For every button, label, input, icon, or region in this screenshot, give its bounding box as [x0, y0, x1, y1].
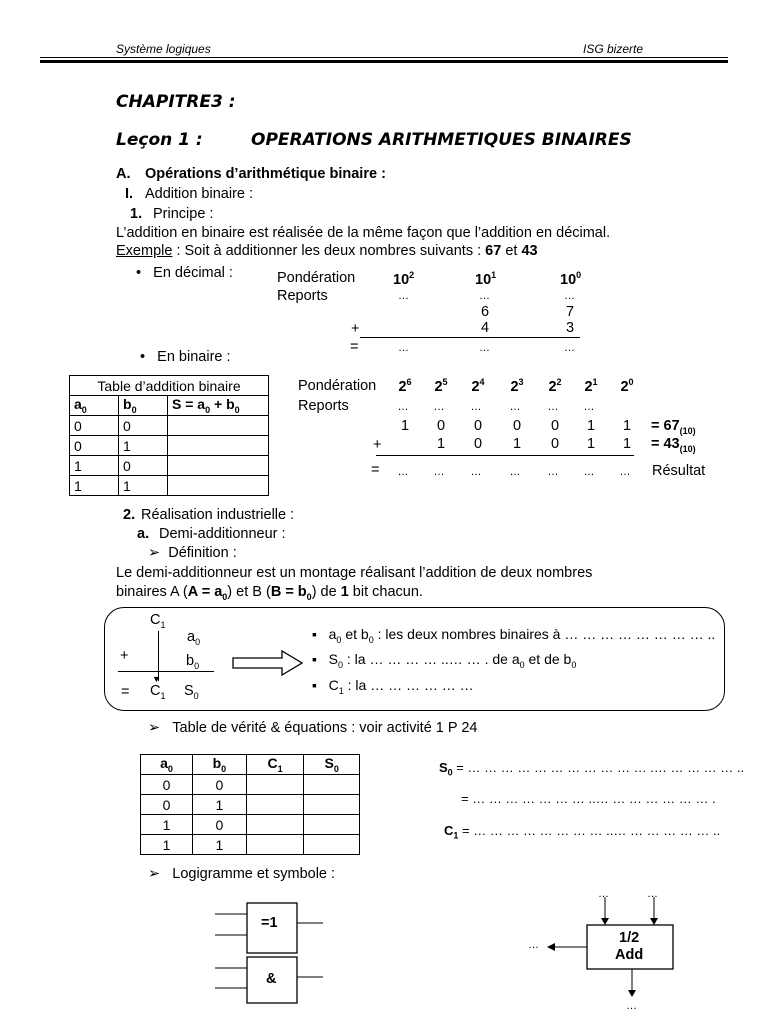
equation-c1: $C_1$ = … … … … … … … … ..… … … … … … .. — [444, 823, 721, 841]
definition-text-2: binaires A $(A = a_0)$ et B $(B = b_0)$ de 1 bit chacun. — [116, 584, 423, 602]
bullet-decimal: • En décimal : — [136, 265, 233, 281]
schema-sum-line — [118, 671, 214, 672]
schema-b0: $b_0$ — [186, 653, 200, 671]
bin-digit: 0 — [550, 418, 560, 434]
definition-text-1: Le demi-additionneur est un montage réalisant l’addition de deux nombres — [116, 565, 593, 581]
table-header: $S_0$ — [304, 755, 360, 775]
schema-arrow-down-icon: ▼ — [152, 674, 161, 684]
definition-label: Définition : — [168, 545, 237, 561]
dec-plus: + — [351, 321, 360, 337]
dec-weight-2: $10^2$ — [393, 270, 415, 288]
lesson-title: OPERATIONS ARITHMETIQUES BINAIRES — [251, 130, 632, 150]
symbol-out-left: … — [528, 939, 539, 951]
bin-digit: 0 — [473, 436, 483, 452]
dec-digit: 4 — [481, 320, 490, 336]
dec-weight-0: $10^0$ — [560, 270, 582, 288]
exemple-text: : Soit à additionner les deux nombres suivants : — [172, 243, 486, 259]
bin-digit: 1 — [400, 418, 410, 434]
bin-result: … — [397, 466, 409, 478]
hollow-arrow-right-icon — [232, 650, 304, 676]
bin-weight: $2^5$ — [434, 377, 448, 395]
bin-report: … — [470, 401, 482, 413]
exemple-n1: 67 — [485, 243, 502, 259]
schema-bullet-1: ▪ $a_0$ et $b_0$ : les deux nombres binaires à … … … … … … … … .. — [312, 626, 716, 645]
bin-digit: 0 — [550, 436, 560, 452]
equation-s0b: = … … … … … … … ..… … … … … … … . — [461, 791, 716, 806]
exemple-et: et — [501, 243, 522, 259]
exemple-line — [116, 243, 538, 259]
symbol-in1: … — [598, 888, 609, 900]
header-right: ISG bizerte — [583, 42, 644, 56]
item1-title: Principe : — [153, 206, 214, 222]
exemple-label: Exemple — [116, 243, 173, 259]
dec-report: … — [479, 290, 490, 302]
exemple-n2: 43 — [521, 243, 538, 259]
bin-result: … — [433, 466, 445, 478]
symbol-line2: Add — [615, 947, 644, 963]
section-i-title: Addition binaire : — [145, 186, 254, 202]
bin-report: … — [547, 401, 559, 413]
dec-result: … — [564, 342, 575, 354]
symbol-out-bottom: … — [626, 1000, 637, 1012]
bin-sum-line — [376, 455, 634, 456]
bullet-decimal-label: En décimal : — [153, 265, 233, 281]
symbol-in2: … — [647, 888, 658, 900]
dec-digit: 3 — [566, 320, 575, 336]
table-row: 0 0 — [70, 416, 269, 436]
dec-report: … — [398, 290, 409, 302]
bin-weight: $2^4$ — [471, 377, 485, 395]
verite-line: ➢ Table de vérité & équations : voir activité 1 P 24 — [148, 720, 478, 736]
header-rule-thin — [40, 57, 728, 58]
bin-weight: $2^1$ — [584, 377, 598, 395]
definition-line: ➢ Définition : — [148, 545, 237, 561]
bin-row2-label: = $43_{(10)}$ — [651, 436, 696, 454]
binary-add-table-caption: Table d’addition binaire — [70, 376, 269, 396]
and-gate-label: & — [266, 971, 277, 987]
binary-add-table — [69, 375, 269, 496]
half-adder-symbol — [525, 885, 685, 1015]
table-row: 1 1 — [70, 476, 269, 496]
schema-s0: $S_0$ — [184, 683, 199, 701]
dec-result: … — [479, 342, 490, 354]
bin-result: … — [547, 466, 559, 478]
bin-report: … — [583, 401, 595, 413]
table-row: 0 1 — [141, 795, 360, 815]
schema-c1-bot: $C_1$ — [150, 683, 166, 701]
bin-result-label: Résultat — [652, 463, 706, 479]
bin-digit: 1 — [436, 436, 446, 452]
dec-result: … — [398, 342, 409, 354]
table-header: $b_0$ — [119, 396, 168, 416]
symbol-line1: 1/2 — [619, 930, 640, 946]
bin-result: … — [619, 466, 631, 478]
bin-digit: 0 — [512, 418, 522, 434]
section-i-num: I. — [125, 186, 134, 202]
xor-gate-label: =1 — [261, 915, 278, 931]
bin-result: … — [470, 466, 482, 478]
table-row: 1 0 — [141, 815, 360, 835]
dec-weight-1: $10^1$ — [475, 270, 497, 288]
schema-bullet-2: ▪ $S_0$ : la … … … … ..… … . de $a_0$ et de $b_0$ — [312, 651, 577, 670]
section-a-letter: A. — [116, 166, 131, 182]
schema-a0: $a_0$ — [187, 629, 201, 647]
dec-equals: = — [350, 339, 359, 355]
bin-plus: + — [373, 437, 382, 453]
bin-digit: 1 — [512, 436, 522, 452]
bin-weight: $2^0$ — [620, 377, 634, 395]
logigramme-label: Logigramme et symbole : — [172, 866, 336, 882]
table-row: 1 0 — [70, 456, 269, 476]
table-row: 1 1 — [141, 835, 360, 855]
bin-weight: $2^2$ — [548, 377, 562, 395]
schema-plus: + — [120, 648, 129, 664]
bin-pond-label: Pondération — [298, 378, 377, 394]
dec-pond-label: Pondération — [277, 270, 356, 286]
bin-digit: 1 — [586, 418, 596, 434]
lesson-label: Leçon 1 : — [116, 130, 203, 150]
bullet-binaire-label: En binaire : — [157, 349, 231, 365]
dec-report: … — [564, 290, 575, 302]
table-header: $C_1$ — [246, 755, 304, 775]
table-header: $S = a_0 + b_0$ — [168, 396, 269, 416]
item2-title: Réalisation industrielle : — [141, 507, 295, 523]
logic-gates-diagram — [205, 895, 335, 1010]
bin-digit: 0 — [436, 418, 446, 434]
equation-s0: $S_0$ = … … … … … … … … … … … .… … … … … .. — [439, 760, 745, 778]
bullet-binaire: • En binaire : — [140, 349, 231, 365]
table-header: $b_0$ — [192, 755, 246, 775]
item1-num: 1. — [130, 206, 143, 222]
dec-sum-line — [360, 337, 580, 338]
bin-row1-label: = $67_{(10)}$ — [651, 418, 696, 436]
bin-weight: $2^6$ — [398, 377, 412, 395]
bin-digit: 1 — [622, 418, 632, 434]
schema-c1-top: $C_1$ — [150, 612, 166, 630]
itema-num: a. — [137, 526, 150, 542]
header-rule-thick — [40, 60, 728, 63]
truth-table — [140, 754, 360, 855]
dec-reports-label: Reports — [277, 288, 328, 304]
table-row: 0 0 — [141, 775, 360, 795]
bin-report: … — [509, 401, 521, 413]
logigramme-line: ➢ Logigramme et symbole : — [148, 866, 336, 882]
verite-label: Table de vérité & équations : voir activité 1 P 24 — [172, 720, 478, 736]
bin-result: … — [509, 466, 521, 478]
table-row: 0 1 — [70, 436, 269, 456]
bin-result: … — [583, 466, 595, 478]
bin-digit: 0 — [473, 418, 483, 434]
table-header: $a_0$ — [70, 396, 119, 416]
item2-num: 2. — [123, 507, 136, 523]
dec-digit: 6 — [481, 304, 490, 320]
bin-equals: = — [371, 462, 380, 478]
bin-digit: 1 — [622, 436, 632, 452]
bin-report: … — [397, 401, 409, 413]
table-header: $a_0$ — [141, 755, 193, 775]
bin-weight: $2^3$ — [510, 377, 524, 395]
section-a-title: Opérations d’arithmétique binaire : — [145, 166, 386, 182]
principe-text: L’addition en binaire est réalisée de la même façon que l’addition en décimal. — [116, 225, 611, 241]
chapter-title: CHAPITRE3 : — [116, 92, 236, 112]
schema-equals: = — [121, 684, 130, 700]
header-left: Système logiques — [116, 42, 211, 56]
schema-bullet-3: ▪ $C_1$ : la … … … … … … — [312, 677, 474, 696]
bin-report: … — [433, 401, 445, 413]
bin-digit: 1 — [586, 436, 596, 452]
bin-reports-label: Reports — [298, 398, 349, 414]
itema-title: Demi-additionneur : — [159, 526, 286, 542]
dec-digit: 7 — [566, 304, 575, 320]
